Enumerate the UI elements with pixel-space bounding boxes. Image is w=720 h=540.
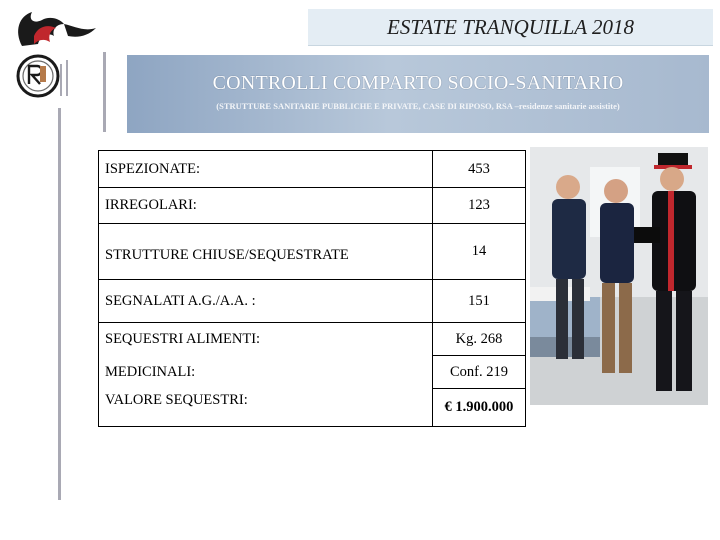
stat-label: SEGNALATI A.G./A.A. :: [99, 280, 433, 323]
stat-label: SEQUESTRI ALIMENTI:: [99, 323, 433, 356]
table-row: [99, 151, 526, 188]
stat-value: Conf. 219: [432, 356, 525, 389]
table-row: [99, 224, 526, 280]
stat-label: VALORE SEQUESTRI:: [99, 389, 433, 427]
decorative-divider-top: [103, 52, 106, 132]
banner-subtitle: (STRUTTURE SANITARIE PUBBLICHE E PRIVATE, CASE DI RIPOSO, RSA –residenze sanitarie assistite): [216, 101, 620, 111]
table-row: [99, 280, 526, 323]
stat-value: 14: [432, 224, 525, 280]
banner-title: CONTROLLI COMPARTO SOCIO-SANITARIO: [212, 72, 624, 94]
table-row: [99, 323, 526, 356]
inspection-photo-illustration: [530, 147, 708, 405]
stat-label: ISPEZIONATE:: [99, 151, 433, 188]
stat-label: MEDICINALI:: [99, 356, 433, 389]
stat-label: IRREGOLARI:: [99, 188, 433, 224]
stat-value: 453: [432, 151, 525, 188]
table-row: [99, 356, 526, 389]
stat-value: Kg. 268: [432, 323, 525, 356]
decorative-divider: [58, 108, 61, 500]
stats-table: [98, 150, 526, 427]
stat-value: 123: [432, 188, 525, 224]
stat-value: € 1.900.000: [444, 399, 514, 415]
stat-label: STRUTTURE CHIUSE/SEQUESTRATE: [99, 224, 433, 280]
inspection-photo: [530, 147, 708, 405]
table-row: [99, 389, 526, 427]
page-title: ESTATE TRANQUILLA 2018: [308, 9, 713, 46]
stat-value: 151: [432, 280, 525, 323]
carabinieri-emblem-icon: [4, 6, 104, 106]
section-banner: [127, 55, 709, 133]
table-row: [99, 188, 526, 224]
